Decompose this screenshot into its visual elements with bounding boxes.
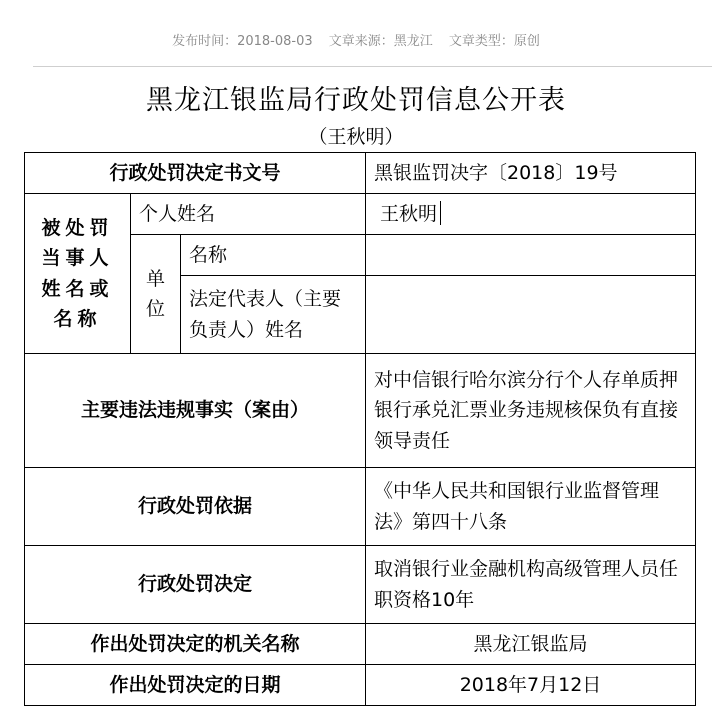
unit-name-value xyxy=(366,235,696,276)
date-value: 2018年7月12日 xyxy=(366,665,696,706)
authority-value: 黑龙江银监局 xyxy=(366,624,696,665)
table-row xyxy=(25,624,696,665)
authority-label: 作出处罚决定的机关名称 xyxy=(25,624,366,665)
decision-label: 行政处罚决定 xyxy=(25,546,366,624)
page-subtitle: （王秋明） xyxy=(308,126,404,148)
publish-time: 发布时间：2018-08-03 xyxy=(172,34,313,49)
legal-rep-value xyxy=(366,276,696,354)
article-meta xyxy=(0,30,712,49)
unit-label: 单位 xyxy=(131,235,181,354)
decision-no-label: 行政处罚决定书文号 xyxy=(25,153,366,194)
table-row xyxy=(25,468,696,546)
article-type: 文章类型：原创 xyxy=(448,34,540,49)
page-title: 黑龙江银监局行政处罚信息公开表 xyxy=(146,85,566,116)
table-row xyxy=(25,546,696,624)
basis-label: 行政处罚依据 xyxy=(25,468,366,546)
person-name-cell xyxy=(366,194,696,235)
legal-rep-label: 法定代表人（主要负责人）姓名 xyxy=(181,276,366,354)
unit-name-label: 名称 xyxy=(181,235,366,276)
basis-value: 《中华人民共和国银行业监督管理法》第四十八条 xyxy=(366,468,696,546)
violation-value: 对中信银行哈尔滨分行个人存单质押银行承兑汇票业务违规核保负有直接领导责任 xyxy=(366,354,696,468)
article-source: 文章来源：黑龙江 xyxy=(328,34,433,49)
table-row xyxy=(25,665,696,706)
decision-value: 取消银行业金融机构高级管理人员任职资格10年 xyxy=(366,546,696,624)
person-name-label: 个人姓名 xyxy=(131,194,366,235)
decision-no-value: 黑银监罚决字〔2018〕19号 xyxy=(366,153,696,194)
person-name-value: 王秋明 xyxy=(380,199,437,229)
penalty-info-table xyxy=(24,152,696,706)
table-row xyxy=(25,153,696,194)
date-label: 作出处罚决定的日期 xyxy=(25,665,366,706)
party-label: 被处罚当事人姓名或名称 xyxy=(25,194,131,354)
table-row xyxy=(25,354,696,468)
divider xyxy=(33,66,712,67)
violation-label: 主要违法违规事实（案由） xyxy=(25,354,366,468)
table-row xyxy=(25,194,696,235)
